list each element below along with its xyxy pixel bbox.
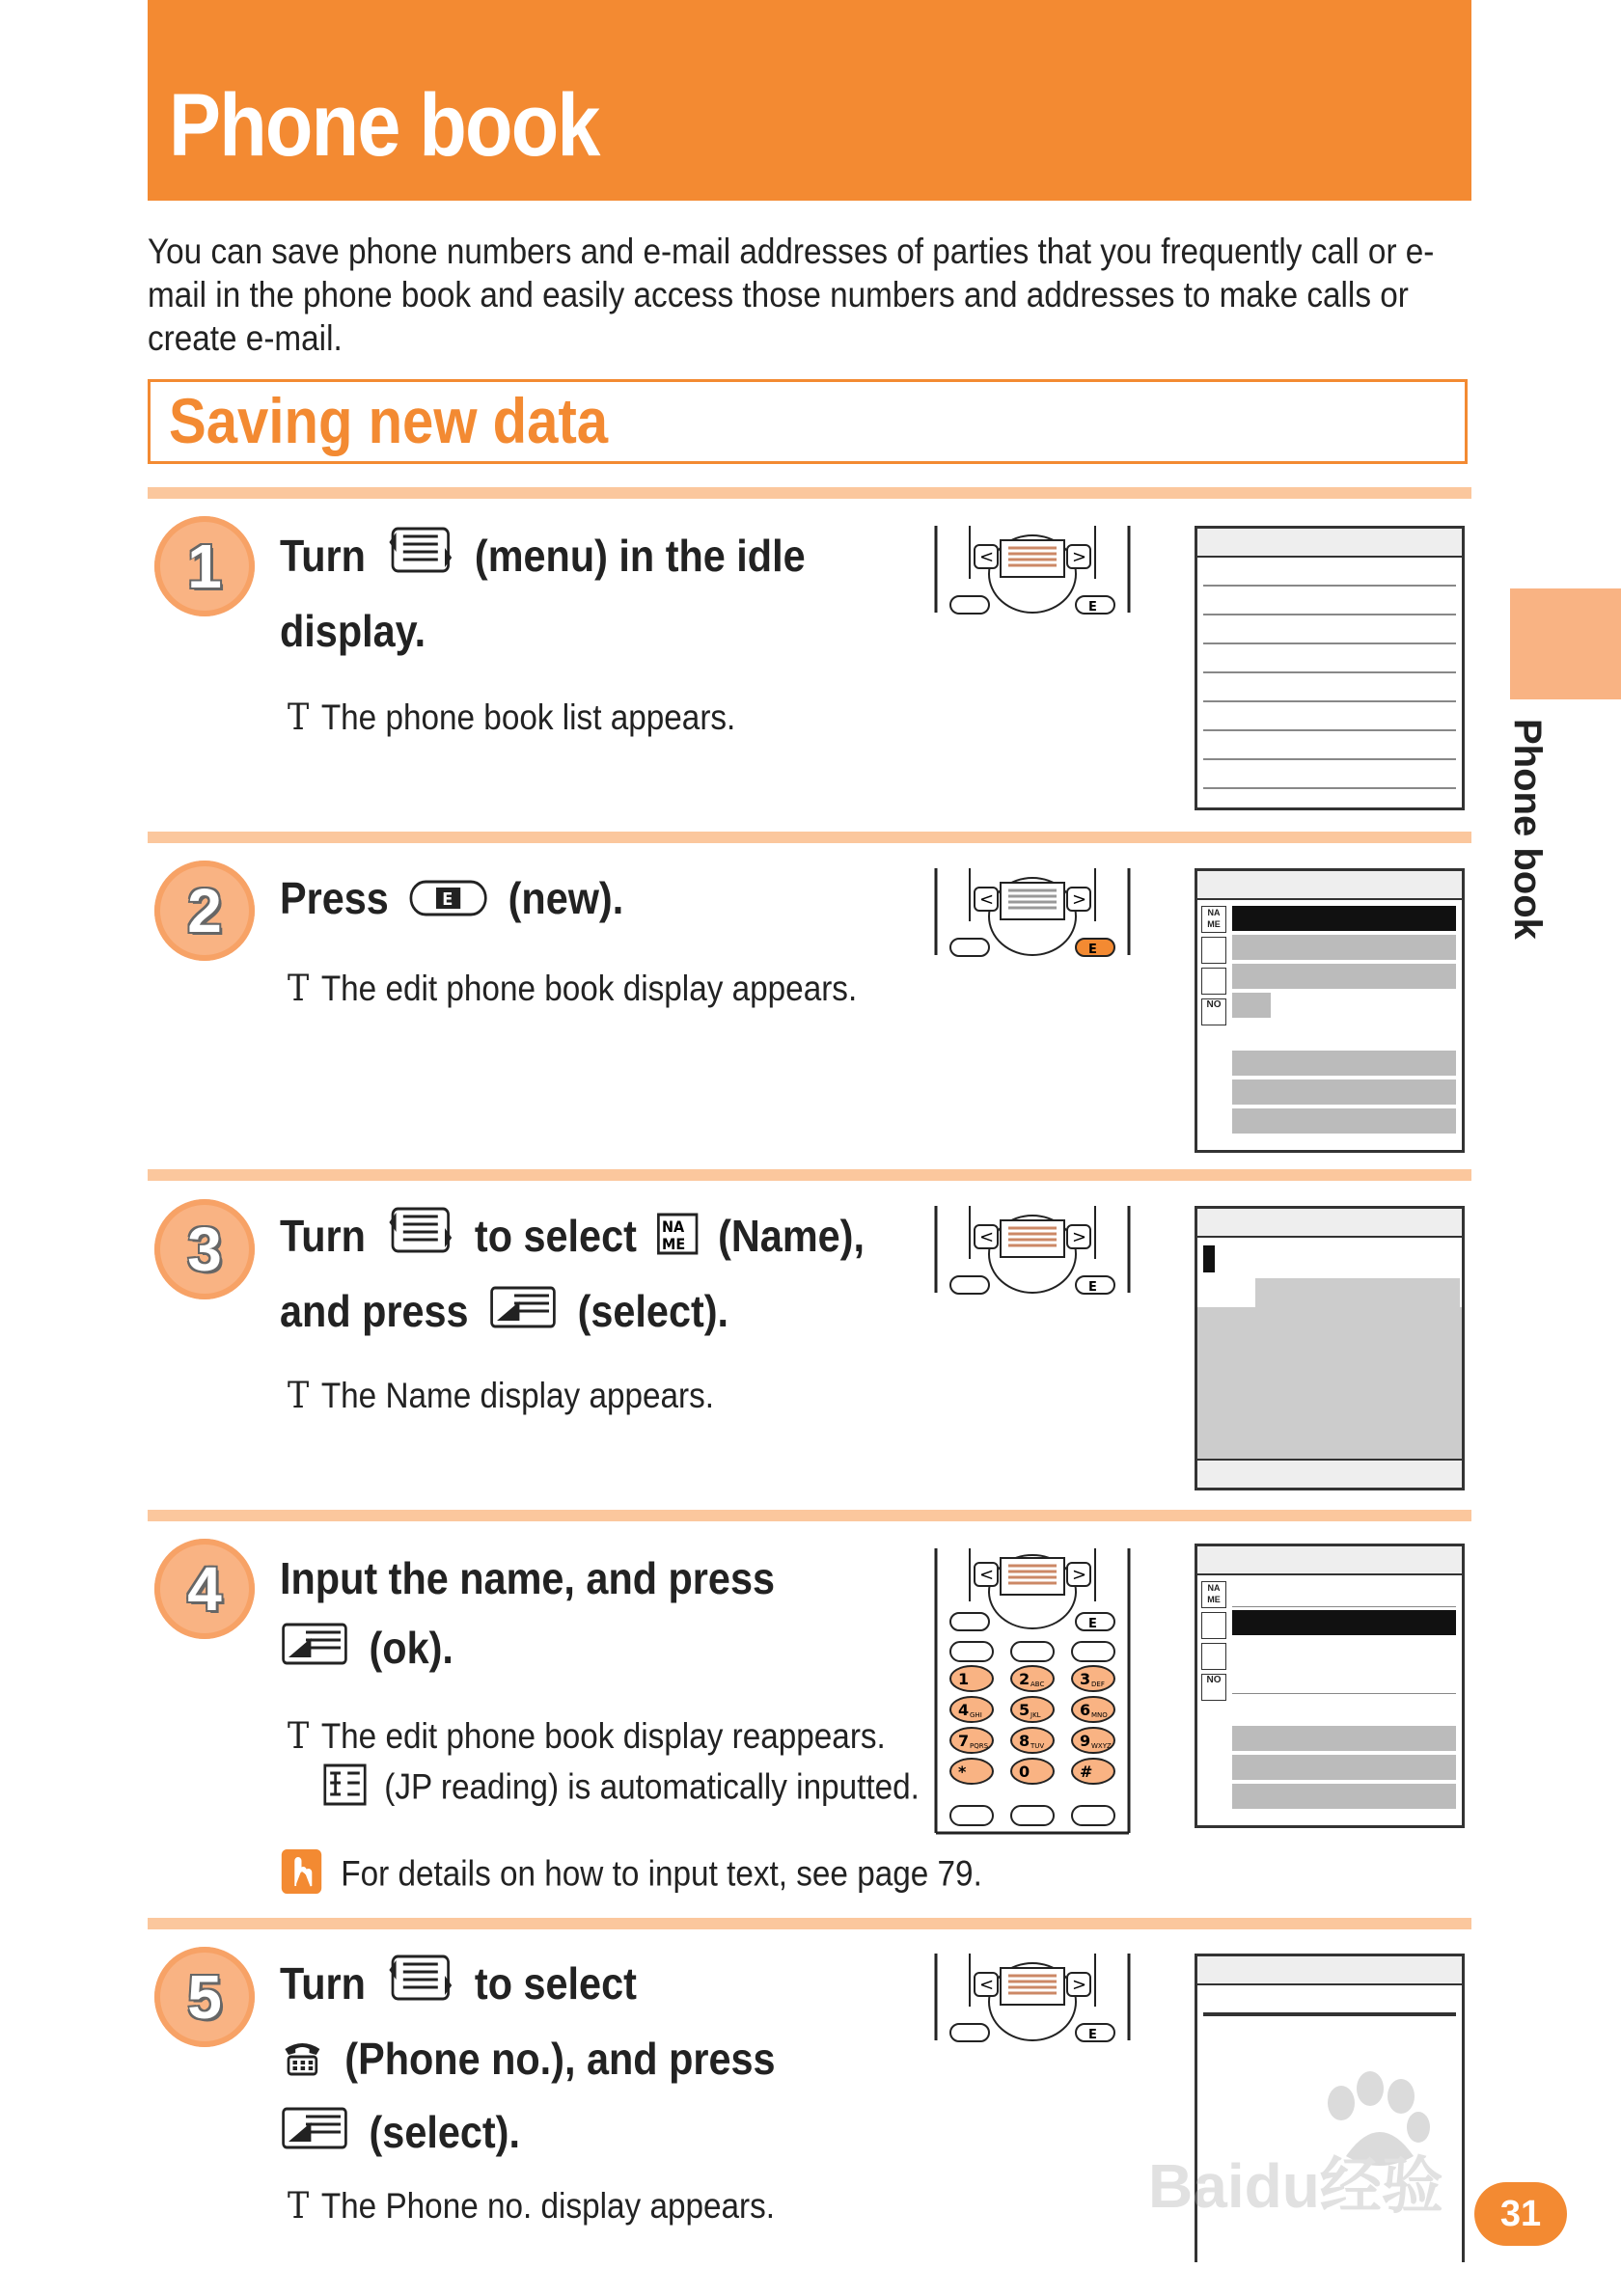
field-row [1232, 1581, 1456, 1607]
input-area [1197, 1307, 1462, 1462]
select-key-icon [488, 1280, 558, 1350]
step-text: (new). [508, 873, 624, 923]
step-number: 4 [187, 1554, 222, 1624]
tip-text: For details on how to input text, see page 79. [341, 1853, 982, 1894]
input-line [1203, 2012, 1456, 2016]
side-label: Phone book [1506, 719, 1549, 940]
step-text: display. [280, 605, 426, 656]
select-key-icon [280, 1617, 349, 1686]
step-1-note [288, 697, 735, 738]
number-icon: NO [1201, 998, 1226, 1025]
divider [148, 1510, 1471, 1521]
step-text: Turn [280, 1958, 366, 2009]
selected-field [1232, 1610, 1456, 1635]
e-key-icon [408, 867, 488, 937]
intro-paragraph: You can save phone numbers and e-mail addresses of parties that you frequently call or e-mail in the phone book and easily access those numbers and addresses to make calls or create e-mail. [148, 232, 1435, 358]
svg-text:<: < [979, 1565, 995, 1585]
step-3-note [288, 1375, 714, 1416]
svg-text:>: > [1072, 889, 1087, 910]
keypad-key-sublabel: JKL [1030, 1711, 1041, 1719]
keypad-key-sublabel: WXYZ [1091, 1742, 1112, 1750]
field-row [1232, 1784, 1456, 1809]
divider [148, 1169, 1471, 1181]
keypad-key-label: 5 [1019, 1701, 1030, 1719]
screen-status-bar [1197, 529, 1462, 558]
step-2-circle [154, 861, 255, 961]
note-text: The phone book list appears. [320, 697, 736, 737]
field-row [1232, 1726, 1456, 1751]
field-row [1232, 1051, 1456, 1076]
svg-text:<: < [979, 1975, 995, 1995]
step-3-circle [154, 1199, 255, 1299]
e-key-label: E [442, 889, 453, 911]
step-number: 2 [187, 876, 222, 945]
step-number: 1 [187, 532, 222, 601]
keypad-key [950, 1666, 993, 1691]
step-5-note [288, 2185, 775, 2227]
field-row [1232, 993, 1271, 1018]
phone-screen-edit [1195, 868, 1465, 1153]
field-icons [1201, 906, 1226, 1137]
step-text: and press [280, 1285, 469, 1336]
phone-screen-list [1195, 526, 1465, 810]
svg-text:E: E [1088, 1617, 1097, 1631]
keypad-key-label: 6 [1080, 1701, 1091, 1719]
phone-screen-edit-filled [1195, 1544, 1465, 1828]
svg-text:>: > [1072, 1227, 1087, 1247]
screen-tab-bar [1197, 871, 1462, 900]
input-area [1255, 1278, 1460, 1307]
text-cursor [1203, 1245, 1215, 1272]
keypad-key-label: 4 [958, 1701, 970, 1719]
divider [148, 832, 1471, 843]
divider [148, 487, 1471, 499]
step-text: Press [280, 873, 389, 923]
svg-text:E: E [1088, 600, 1097, 615]
step-number: 5 [187, 1962, 222, 2032]
jog-dial-icon [385, 1951, 454, 2024]
step-text: (Phone no.), and press [344, 2033, 776, 2084]
svg-text:>: > [1072, 547, 1087, 567]
note-text: The edit phone book display reappears. [320, 1716, 886, 1756]
keypad-svg [931, 1544, 1134, 1843]
phone-keys-illustration [931, 1201, 1134, 1312]
svg-text:<: < [979, 889, 995, 910]
side-tab [1510, 588, 1621, 699]
screen-header [1197, 1956, 1462, 1985]
step-text: Turn [280, 1211, 366, 1261]
phone-keys-illustration [931, 521, 1134, 632]
field-icons [1201, 1581, 1226, 1813]
keypad-key [1072, 1759, 1114, 1784]
keypad-key-sublabel: TUV [1030, 1742, 1045, 1750]
phone-keys-illustration [931, 1949, 1134, 2060]
note-text: The edit phone book display appears. [320, 969, 858, 1008]
screen-footer [1197, 1459, 1462, 1488]
phone-keys-illustration [931, 863, 1134, 974]
step-text: (menu) in the idle [474, 531, 806, 581]
keypad-key-sublabel: ABC [1030, 1681, 1045, 1688]
bullet-icon: T [288, 968, 310, 1009]
jog-dial-icon [385, 1203, 454, 1276]
keypad-key-label: 7 [958, 1732, 970, 1750]
step-3-title [280, 1201, 865, 1350]
phone-keypad-illustration [931, 1544, 1134, 1847]
section-title: Saving new data [169, 385, 609, 456]
jp-reading-icon [323, 1763, 367, 1815]
bullet-icon: T [288, 697, 310, 738]
field-row [1232, 1080, 1456, 1105]
keypad-key-sublabel: PQRS [970, 1742, 989, 1750]
svg-text:>: > [1072, 1975, 1087, 1995]
select-key-icon [280, 2101, 349, 2171]
bullet-icon: T [288, 1375, 310, 1416]
page-number: 31 [1474, 2182, 1567, 2246]
svg-text:E: E [1088, 943, 1097, 957]
step-2-note [288, 968, 857, 1009]
step-2-title [280, 863, 623, 937]
divider [148, 1918, 1471, 1929]
keypad-key-label: 3 [1080, 1670, 1091, 1688]
reading-icon [1201, 937, 1226, 964]
svg-text:E: E [1088, 1280, 1097, 1295]
keypad-key-label: 8 [1019, 1732, 1030, 1750]
step-4-circle [154, 1539, 255, 1639]
screen-tab-bar [1197, 1546, 1462, 1575]
svg-text:ME: ME [661, 1235, 685, 1254]
field-row [1232, 964, 1456, 989]
step-number: 3 [187, 1215, 222, 1284]
group-icon [1201, 968, 1226, 995]
keypad-key-label: 0 [1019, 1763, 1030, 1781]
step-text: (Name), [718, 1211, 865, 1261]
keypad-key-label: 1 [958, 1670, 970, 1688]
note-text: (JP reading) is automatically inputted. [384, 1766, 920, 1807]
tip-hand-icon [280, 1847, 323, 1904]
group-icon [1201, 1643, 1226, 1670]
svg-text:E: E [1088, 2028, 1097, 2042]
keypad-key [1011, 1759, 1054, 1784]
keypad-key-sublabel: MNO [1091, 1711, 1108, 1719]
keypad-key-label: 9 [1080, 1732, 1091, 1750]
step-4-note-2 [323, 1763, 920, 1815]
keypad-key-sublabel: DEF [1091, 1681, 1105, 1688]
name-icon: NA ME [1201, 1581, 1226, 1608]
name-icon: NA ME [1201, 906, 1226, 933]
keypad-keys [950, 1666, 1114, 1784]
keypad-key [950, 1759, 993, 1784]
page-title: Phone book [169, 76, 599, 175]
svg-text:<: < [979, 1227, 995, 1247]
svg-text:NA: NA [661, 1217, 684, 1237]
step-text: (select). [369, 2106, 520, 2157]
field-row [1232, 1108, 1456, 1134]
field-row [1232, 1668, 1456, 1694]
selected-field [1232, 906, 1456, 931]
bullet-icon: T [288, 2185, 310, 2227]
svg-text:<: < [979, 547, 995, 567]
step-1-circle [154, 516, 255, 616]
field-row [1232, 935, 1456, 960]
svg-text:>: > [1072, 1565, 1087, 1585]
step-4-title [280, 1544, 775, 1686]
name-field-icon [656, 1205, 698, 1274]
keypad-key-sublabel: GHI [970, 1711, 982, 1719]
step-4-note [288, 1715, 886, 1757]
step-5-circle [154, 1947, 255, 2047]
keypad-key-label: 2 [1019, 1670, 1030, 1688]
step-text: to select [474, 1211, 637, 1261]
step-text: (ok). [369, 1623, 453, 1673]
number-icon: NO [1201, 1674, 1226, 1701]
screen-header [1197, 1209, 1462, 1238]
step-text: to select [474, 1958, 637, 2009]
note-text: The Phone no. display appears. [320, 2186, 776, 2226]
step-text: (select). [577, 1285, 729, 1336]
keypad-key-label: # [1080, 1763, 1093, 1781]
watermark-text: Baidu经验 [1148, 2151, 1443, 2221]
note-text: The Name display appears. [320, 1376, 715, 1415]
field-row [1232, 1755, 1456, 1780]
step-4-tip [280, 1847, 982, 1904]
bullet-icon: T [288, 1715, 310, 1757]
keypad-key-label: * [958, 1763, 967, 1781]
step-5-title [280, 1949, 776, 2171]
step-text: Turn [280, 531, 366, 581]
phone-number-icon [280, 2028, 325, 2097]
step-1-title [280, 521, 806, 666]
step-text: Input the name, and press [280, 1553, 775, 1603]
phone-screen-name [1195, 1206, 1465, 1490]
reading-icon [1201, 1612, 1226, 1639]
jog-dial-icon [385, 523, 454, 596]
